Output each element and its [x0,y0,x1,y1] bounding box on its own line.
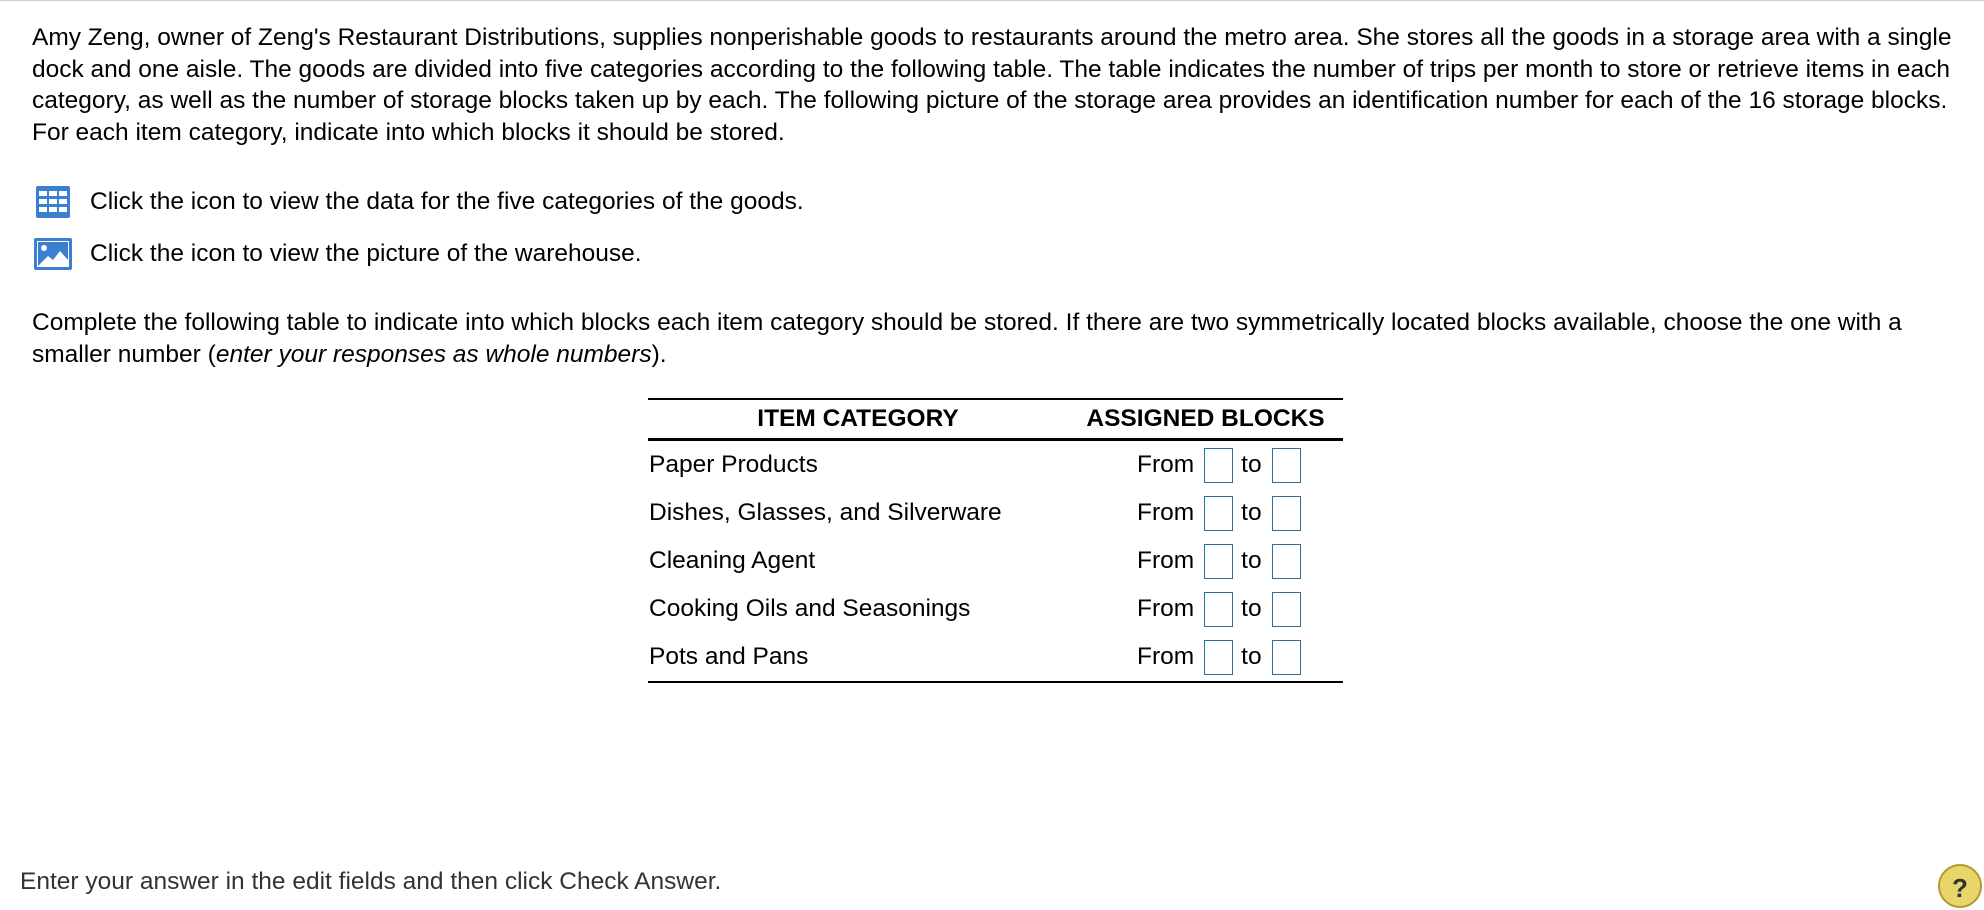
from-label: From [1137,547,1195,574]
to-label: to [1241,451,1262,478]
problem-statement [32,22,1962,148]
instructions [32,307,1962,370]
block-range [1068,489,1343,537]
data-table-link-text: Click the icon to view the data for the five categories of the goods. [90,188,804,215]
from-label: From [1137,499,1195,526]
category-label: Dishes, Glasses, and Silverware [649,499,1002,526]
warehouse-link-text: Click the icon to view the picture of the warehouse. [90,240,642,267]
from-input[interactable] [1204,544,1233,579]
block-range [1068,585,1343,633]
to-label: to [1241,547,1262,574]
table-header-row [648,399,1343,440]
table-row [648,489,1343,537]
from-label: From [1137,595,1195,622]
to-input[interactable] [1272,496,1301,531]
table-row [648,537,1343,585]
category-label: Cooking Oils and Seasonings [649,595,971,622]
category-label: Cleaning Agent [649,547,816,574]
table-row [648,633,1343,682]
header-item-category: ITEM CATEGORY [648,399,1068,440]
to-input[interactable] [1272,592,1301,627]
from-input[interactable] [1204,496,1233,531]
from-input[interactable] [1204,640,1233,675]
footer-instructions: Enter your answer in the edit fields and then click Check Answer. [20,868,722,895]
table-row [648,440,1343,490]
table-grid-icon[interactable] [32,185,74,219]
header-assigned-blocks: ASSIGNED BLOCKS [1068,399,1343,440]
to-input[interactable] [1272,448,1301,483]
block-range [1068,537,1343,585]
data-table-link-row [32,185,804,219]
problem-text: Amy Zeng, owner of Zeng's Restaurant Distributions, supplies nonperishable goods to restaurants around the metro area. She stores all the goods in a storage area with a single dock and one aisle. The goods are divided into five categories according to the following table. The table indicates the number of trips per month to store or retrieve items in each category, as well as the number of storage blocks taken up by each. The following picture of the storage area provides an identification number for each of the 16 storage blocks. For each item category, indicate into which blocks it should be stored. [32,24,1952,146]
warehouse-link-row [32,237,642,271]
instructions-end: ). [651,340,667,368]
from-label: From [1137,451,1195,478]
instructions-emphasis: enter your responses as whole numbers [215,340,652,368]
from-input[interactable] [1204,592,1233,627]
to-input[interactable] [1272,640,1301,675]
to-label: to [1241,595,1262,622]
table-row [648,585,1343,633]
to-label: to [1241,499,1262,526]
from-input[interactable] [1204,448,1233,483]
to-input[interactable] [1272,544,1301,579]
block-range [1068,633,1343,682]
from-label: From [1137,643,1195,670]
category-label: Paper Products [649,451,818,478]
block-range [1068,440,1343,490]
top-divider [0,0,1984,1]
instructions-main: Complete the following table to indicate into which blocks each item category should be stored. If there are two symmetrically located blocks available, choose the one with a smaller number ( [32,309,1902,368]
category-label: Pots and Pans [648,633,1068,682]
to-label: to [1241,643,1262,670]
assignment-table [648,398,1343,683]
image-icon[interactable] [32,237,74,271]
help-icon[interactable]: ? [1938,864,1982,908]
